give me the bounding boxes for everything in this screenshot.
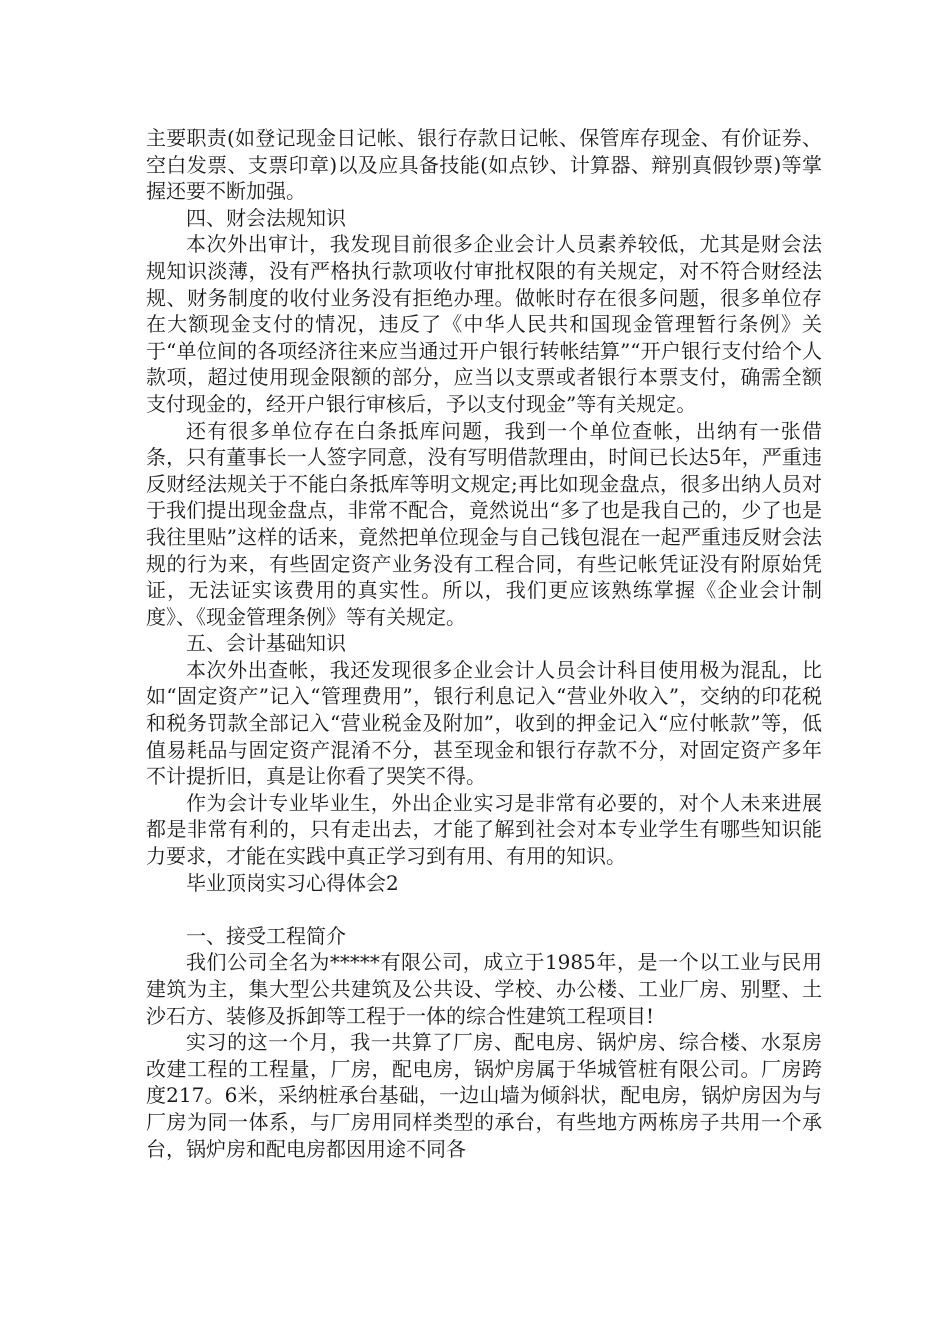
document-subtitle: 毕业顶岗实习心得体会2: [186, 870, 399, 895]
paragraph-internship-work: 实习的这一个月，我一共算了厂房、配电房、锅炉房、综合楼、水泵房改建工程的工程量，厂房，配电房，锅炉房属于华城管桩有限公司。厂房跨度217。6米，采纳桩承台基础，一边山墙为倾斜状，配电房，锅炉房因为与厂房为同一体系，与厂房用同样类型的承台，有些地方两栋房子共用一个承台，锅炉房和配电房都因用途不同各: [146, 1030, 822, 1161]
blank-line: [146, 896, 822, 923]
paragraph-duties-continued: 主要职责(如登记现金日记帐、银行存款日记帐、保管库存现金、有价证券、空白发票、支票印章)以及应具备技能(如点钞、计算器、辩别真假钞票)等掌握还要不断加强。: [146, 126, 822, 204]
paragraph-accounting-confusion: 本次外出查帐，我还发现很多企业会计人员会计科目使用极为混乱，比如“固定资产”记入“管理费用”，银行利息记入“营业外收入”，交纳的印花税和税务罚款全部记入“营业税金及附加”，收到的押金记入“应付帐款”等，低值易耗品与固定资产混淆不分，甚至现金和银行存款不分，对固定资产多年不计提折旧，真是让你看了哭笑不得。: [146, 657, 822, 789]
paragraph-audit-findings: 本次外出审计，我发现目前很多企业会计人员素养较低，尤其是财会法规知识淡薄，没有严格执行款项收付审批权限的有关规定，对不符合财经法规、财务制度的收付业务没有拒绝办理。做帐时存在很多问题，很多单位存在大额现金支付的情况，违反了《中华人民共和国现金管理暂行条例》关于“单位间的各项经济往来应当通过开户银行转帐结算”“开户银行支付给个人款项，超过使用现金限额的部分，应当以支票或者银行本票支付，确需全额支付现金的，经开户银行审核后，予以支付现金”等有关规定。: [146, 232, 822, 416]
paragraph-company-intro: 我们公司全名为*****有限公司，成立于1985年，是一个以工业与民用建筑为主，集大型公共建筑及公共设、学校、办公楼、工业厂房、别墅、土沙石方、装修及拆卸等工程于一体的综合性建筑工程项目!: [146, 950, 822, 1028]
section-heading-4: 四、财会法规知识: [186, 205, 346, 230]
section-heading-5: 五、会计基础知识: [186, 631, 346, 656]
paragraph-internship-value: 作为会计专业毕业生，外出企业实习是非常有必要的，对个人未来进展都是非常有利的，只有走出去，才能了解到社会对本专业学生有哪些知识能力要求，才能在实践中真正学习到有用、有用的知识。: [146, 790, 822, 869]
document-page: [146, 125, 822, 1162]
section-heading-1: 一、接受工程简介: [186, 923, 346, 948]
paragraph-iou-issue: 还有很多单位存在白条抵库问题，我到一个单位查帐，出纳有一张借条，只有董事长一人签字同意，没有写明借款理由，时间已长达5年，严重违反财经法规关于不能白条抵库等明文规定;再比如现金盘点，很多出纳人员对于我们提出现金盘点，非常不配合，竟然说出“多了也是我自己的，少了也是我往里贴”这样的话来，竟然把单位现金与自己钱包混在一起严重违反财会法规的行为来，有些固定资产业务没有工程合同，有些记帐凭证没有附原始凭证，无法证实该费用的真实性。所以，我们更应该熟练掌握《企业会计制度》、《现金管理条例》等有关规定。: [146, 418, 822, 629]
